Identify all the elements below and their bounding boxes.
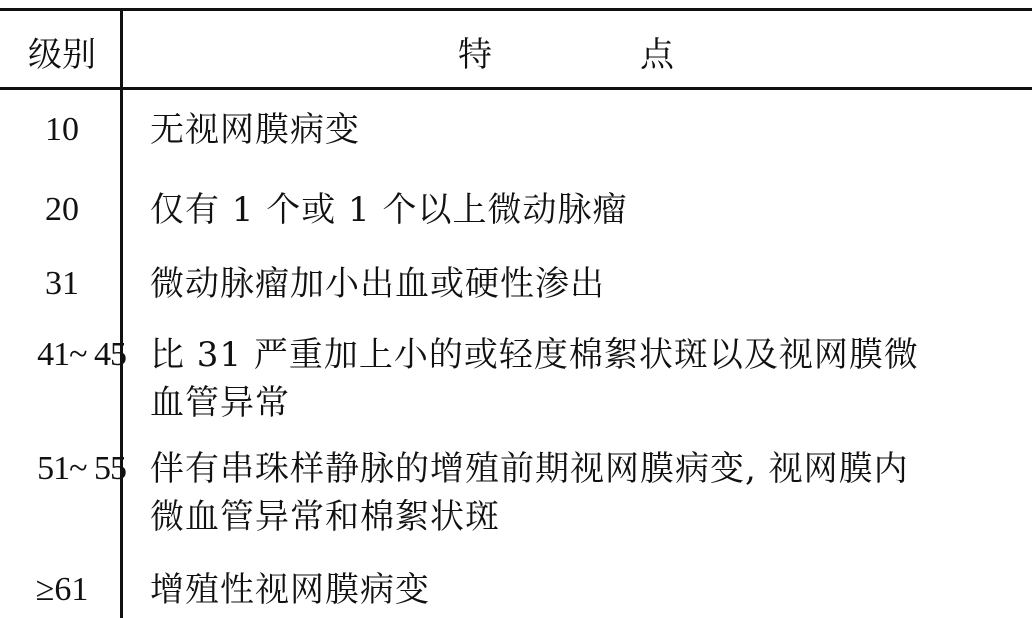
row-feature-line1: 比 31 严重加上小的或轻度棉絮状斑以及视网膜微: [150, 335, 919, 375]
row-feature-line2: 微血管异常和棉絮状斑: [150, 497, 500, 537]
row-feature: 仅有 1 个或 1 个以上微动脉瘤: [150, 190, 628, 230]
row-feature: 无视网膜病变: [150, 110, 360, 150]
row-grade: 51~ 55: [37, 450, 126, 487]
row-grade: 10: [45, 111, 79, 148]
column-divider: [120, 8, 123, 618]
header-grade: 级别: [28, 35, 96, 75]
table-top-rule: [0, 8, 1032, 11]
row-feature: 微动脉瘤加小出血或硬性渗出: [150, 264, 605, 304]
row-feature-line2: 血管异常: [150, 383, 290, 423]
row-feature: 增殖性视网膜病变: [150, 570, 430, 610]
row-feature-line1: 伴有串珠样静脉的增殖前期视网膜病变, 视网膜内: [150, 449, 909, 489]
row-grade: 41~ 45: [37, 336, 126, 373]
row-grade: ≥61: [35, 571, 89, 608]
row-grade: 31: [45, 265, 79, 302]
header-feature: 特点: [458, 35, 822, 75]
row-grade: 20: [45, 191, 79, 228]
table-header-rule: [0, 87, 1032, 90]
